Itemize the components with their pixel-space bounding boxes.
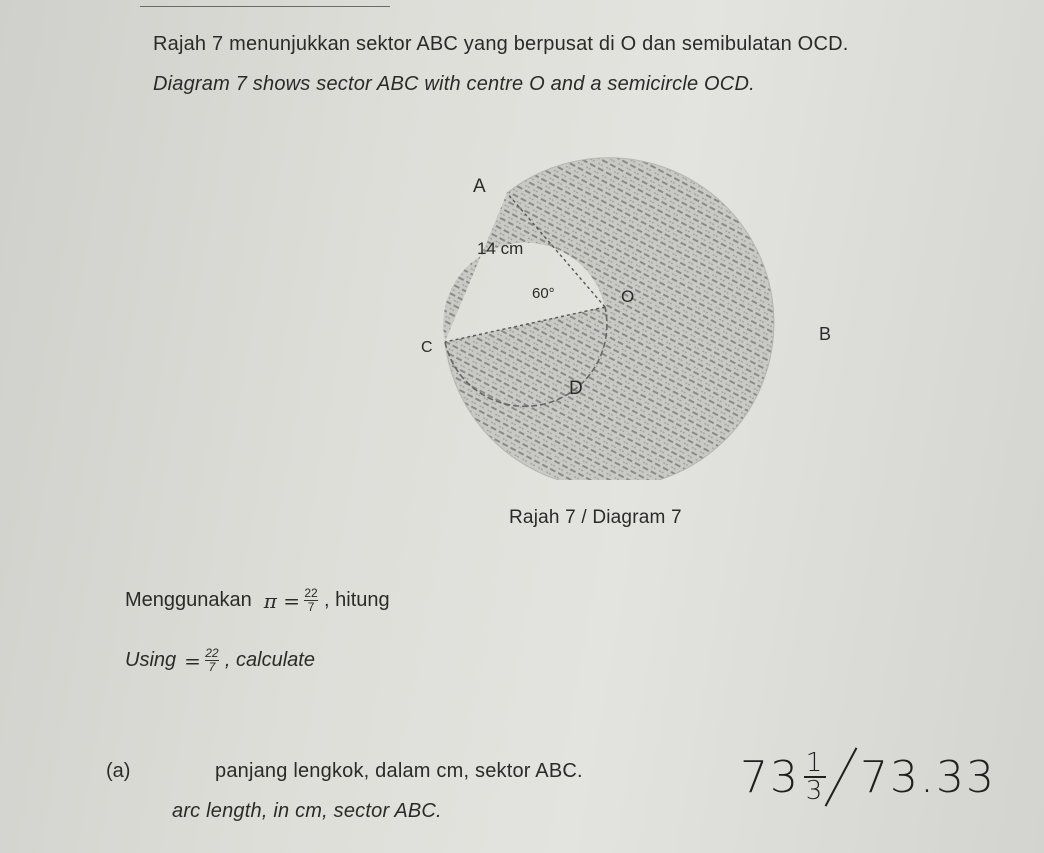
part-a-text-malay: panjang lengkok, dalam cm, sektor ABC.: [215, 760, 583, 782]
pi-equals: π =: [263, 588, 301, 613]
label-radius: 14 cm: [477, 239, 524, 258]
instruction-malay-suffix: , hitung: [324, 589, 390, 611]
instruction-malay-prefix: Menggunakan: [125, 589, 252, 611]
answer-fraction: [804, 748, 826, 806]
pi-fraction: [304, 588, 318, 613]
answer-slash: [825, 747, 858, 806]
sector-diagram: [415, 150, 845, 480]
handwritten-answer: [740, 744, 996, 810]
instruction-english-suffix: , calculate: [224, 649, 315, 671]
english-fraction: [205, 648, 219, 673]
answer-numerator: 1: [805, 748, 825, 778]
question-intro-english: Diagram 7 shows sector ABC with centre O and a semicircle OCD.: [153, 73, 755, 95]
label-c: C: [421, 339, 433, 356]
label-d: D: [569, 378, 583, 399]
answer-denominator: 3: [805, 776, 825, 806]
diagram-caption: Rajah 7 / Diagram 7: [509, 507, 682, 528]
top-divider: [140, 6, 390, 7]
instruction-english-prefix: Using: [125, 649, 177, 671]
part-a-label: (a): [106, 760, 131, 782]
instruction-malay: [125, 588, 390, 613]
pi-fraction-numerator: 22: [304, 586, 318, 600]
answer-decimal: 73.33: [860, 751, 996, 803]
equals-sign: =: [184, 648, 201, 673]
shaded-region: [443, 158, 774, 480]
pi-fraction-denominator: 7: [307, 600, 315, 614]
part-a-text-english: arc length, in cm, sector ABC.: [172, 800, 442, 822]
english-fraction-denominator: 7: [208, 660, 216, 674]
label-o: O: [621, 287, 635, 306]
label-angle: 60°: [532, 285, 555, 302]
english-fraction-numerator: 22: [205, 646, 219, 660]
label-b: B: [819, 324, 832, 344]
instruction-english: [125, 648, 315, 673]
question-intro-malay: Rajah 7 menunjukkan sektor ABC yang berpusat di O dan semibulatan OCD.: [153, 33, 849, 55]
label-a: A: [473, 176, 486, 197]
answer-whole: 73: [740, 751, 800, 803]
answer-mixed-number: [740, 748, 826, 806]
